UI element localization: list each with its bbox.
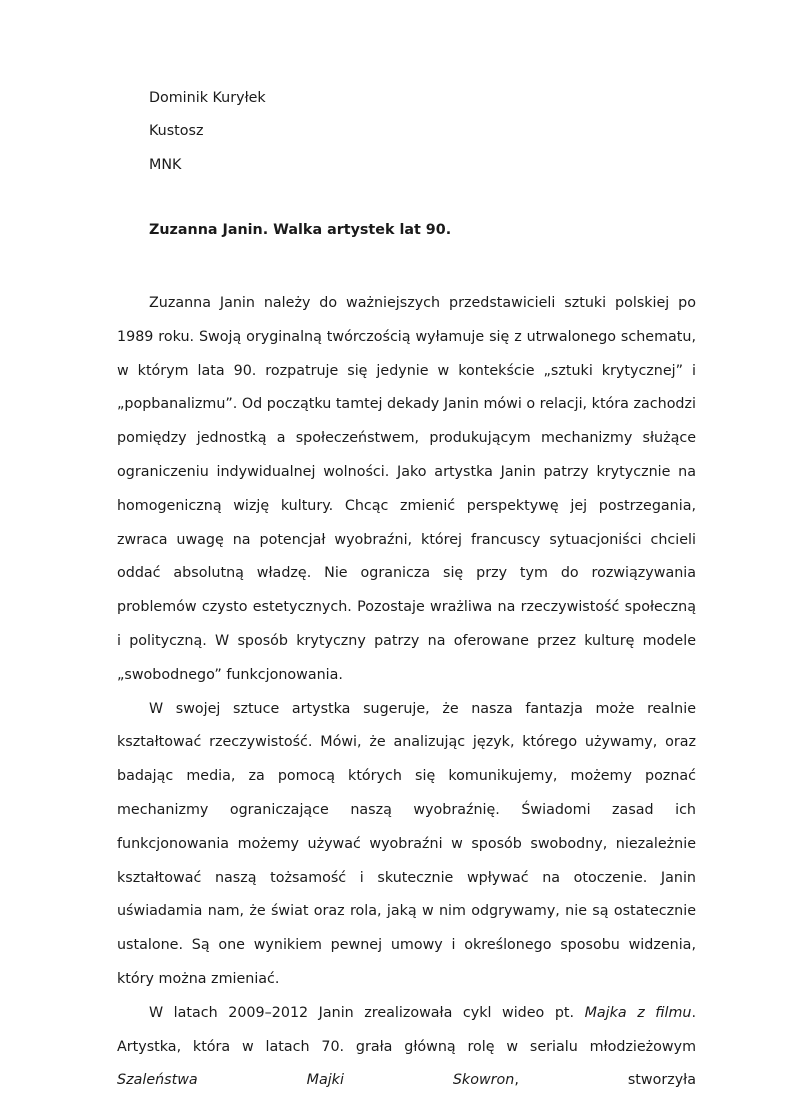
series-title-szalenstwa-majki-skowron: Szaleństwa Majki Skowron <box>117 1072 515 1089</box>
work-title-majka-z-filmu: Majka z filmu <box>584 1004 692 1021</box>
paragraph-3-text-3: , stworzyła <box>514 1072 696 1089</box>
paragraph-3-text-2: . Artystka, która w latach 70. grała główną rolę w serialu młodzieżowym <box>117 1004 696 1055</box>
paragraph-3-text-1: W latach 2009–2012 Janin zrealizowała cykl wideo pt. <box>149 1004 585 1021</box>
paragraph-3 <box>117 997 696 1098</box>
paragraph-2: W swojej sztuce artystka sugeruje, że nasza fantazja może realnie kształtować rzeczywistość. Mówi, że analizując język, którego używamy, oraz badając media, za pomocą których się komunikujemy, możemy poznać mechanizmy ograniczające naszą wyobraźnię. Świadomi zasad ich funkcjonowania możemy używać wyobraźni w sposób swobodny, niezależnie kształtować naszą tożsamość i skutecznie wpływać na otoczenie. Janin uświadamia nam, że świat oraz rola, jaką w nim odgrywamy, nie są ostatecznie ustalone. Są one wynikiem pewnej umowy i określonego sposobu widzenia, który można zmieniać. <box>117 700 696 987</box>
author-role: Kustosz <box>149 123 204 139</box>
article-body <box>117 287 696 1098</box>
paragraph-1: Zuzanna Janin należy do ważniejszych przedstawicieli sztuki polskiej po 1989 roku. Swoją oryginalną twórczością wyłamuje się z utrwalonego schematu, w którym lata 90. rozpatruje się jedynie w kontekście „sztuki krytycznej” i „popbanalizmu”. Od początku tamtej dekady Janin mówi o relacji, która zachodzi pomiędzy jednostką a społeczeństwem, produkującym mechanizmy służące ograniczeniu indywidualnej wolności. Jako artystka Janin patrzy krytycznie na homogeniczną wizję kultury. Chcąc zmienić perspektywę jej postrzegania, zwraca uwagę na potencjał wyobraźni, której francuscy sytuacjoniści chcieli oddać absolutną władzę. Nie ogranicza się przy tym do rozwiązywania problemów czysto estetycznych. Pozostaje wrażliwa na rzeczywistość społeczną i polityczną. W sposób krytyczny patrzy na oferowane przez kulturę modele „swobodnego” funkcjonowania. <box>117 295 696 683</box>
article-title: Zuzanna Janin. Walka artystek lat 90. <box>149 222 452 238</box>
author-name: Dominik Kuryłek <box>149 90 266 106</box>
institution: MNK <box>149 157 182 173</box>
